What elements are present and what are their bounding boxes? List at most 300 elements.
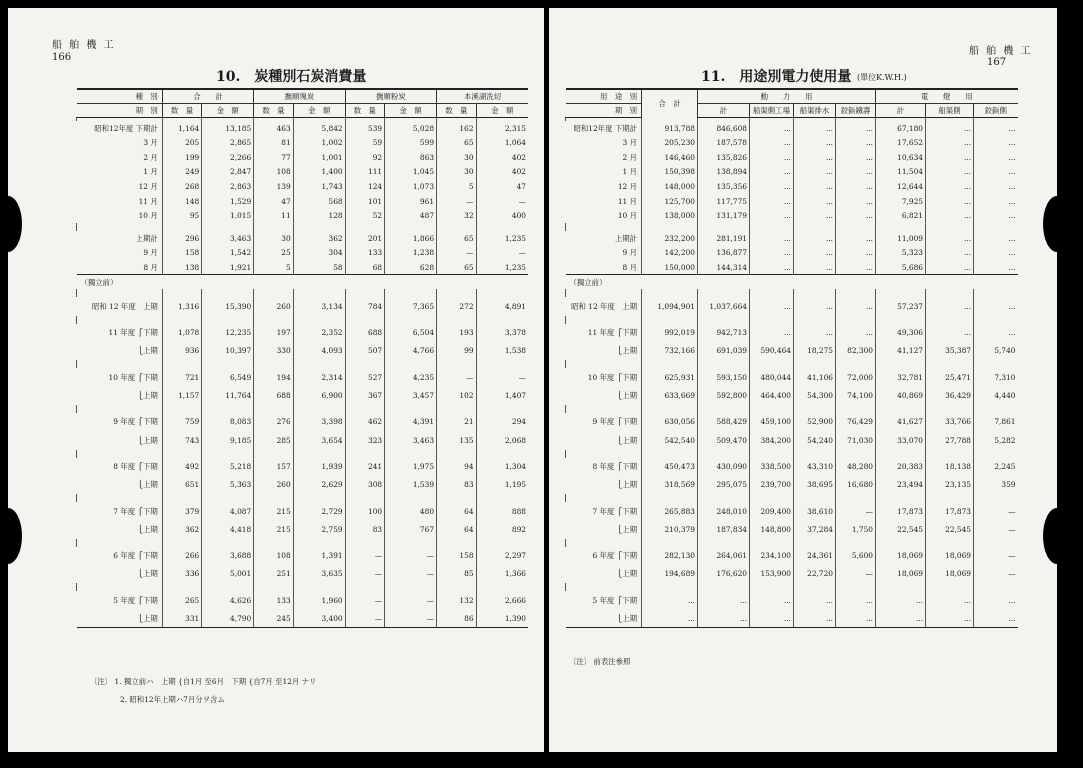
table-cell: 59 [345,136,385,151]
table-cell: 430,090 [698,458,750,476]
table-cell: 17,873 [876,502,926,520]
table-cell: ... [750,121,794,136]
table-cell: 1,001 [293,150,345,165]
header-period: 期 別 [566,104,642,118]
table-cell: 1,939 [293,458,345,476]
table-cell: 507 [345,342,385,360]
table-cell: 124 [345,179,385,194]
table-cell: 239,700 [750,476,794,494]
table-cell: 1,750 [836,520,876,538]
table-cell: — [836,502,876,520]
row-label: 10 年度 ⎧下期 [587,372,637,382]
table-row [566,368,1018,386]
table-cell: 150,000 [642,260,698,275]
table-cell: — [385,610,437,628]
table-row [77,179,529,194]
table-row [77,150,529,165]
table-cell: 30 [437,150,477,165]
header-period: 期 別 [77,104,163,118]
header-group-power: 動 力 用 [698,89,876,104]
table-cell: 331 [162,610,202,628]
table-cell: 64 [437,520,477,538]
row-label: 11 月 [617,196,637,206]
table-cell: 1,235 [476,260,528,275]
table-cell: ... [794,260,836,275]
table-cell: — [385,591,437,609]
table-cell: 3,654 [293,431,345,449]
table-cell: ... [876,591,926,609]
table-cell: 6,504 [385,324,437,342]
table-row [566,591,1018,609]
table-cell: 1,164 [162,121,202,136]
table-cell: 4,391 [385,413,437,431]
unit-label: (單位K.W.H.) [857,73,907,82]
row-label: ⎩上期 [137,391,158,401]
table-cell: 3,134 [293,297,345,315]
table-cell: 251 [254,565,294,583]
table-cell: ... [750,150,794,165]
table-cell: 846,608 [698,121,750,136]
table-cell: 11,764 [202,387,254,405]
table-cell: 2,865 [202,136,254,151]
table-cell: 138,000 [642,209,698,224]
header-group-honkeiko: 本溪湖洗切 [437,89,528,104]
row-label: 10 年度 ⎧下期 [108,372,158,382]
table-cell: 12,235 [202,324,254,342]
table-cell: 5,218 [202,458,254,476]
row-label: 11 月 [138,196,158,206]
table-cell: 459,100 [750,413,794,431]
table-cell: 487 [385,209,437,224]
table-cell: 1,078 [162,324,202,342]
table-cell: 2,315 [476,121,528,136]
table-cell: 1,529 [202,194,254,209]
table-cell: 7,365 [385,297,437,315]
table-row [566,502,1018,520]
running-head: 船 舶 機 工 [52,40,116,51]
table-title: 11. 用途別電力使用量 [701,69,852,85]
table-cell: 1,538 [476,342,528,360]
table-cell: 24,361 [794,547,836,565]
table-cell: 215 [254,502,294,520]
table-row [566,194,1018,209]
table-row [77,591,529,609]
table-cell: 43,310 [794,458,836,476]
table-cell: ... [794,324,836,342]
spacer-row [566,289,1018,297]
table-cell: ... [794,246,836,261]
table-cell: ... [974,136,1018,151]
table-cell: 33,070 [876,431,926,449]
table-cell: 144,314 [698,260,750,275]
table-cell: 463 [254,121,294,136]
table-cell: 11,009 [876,231,926,246]
row-label: 上期計 [614,233,637,243]
table-cell: 688 [254,387,294,405]
table-cell: 158 [162,246,202,261]
binding-notch [1043,508,1057,564]
table-cell: 330 [254,342,294,360]
table-cell: 101 [345,194,385,209]
table-cell: 266 [162,547,202,565]
table-cell: — [974,565,1018,583]
table-cell: — [476,368,528,386]
table-cell: 5,028 [385,121,437,136]
table-cell: 1,366 [476,565,528,583]
table-cell: ... [750,194,794,209]
table-row [77,136,529,151]
table-cell: — [974,547,1018,565]
table-cell: 83 [437,476,477,494]
row-label: ⎩上期 [137,435,158,445]
row-label: 6 年度 ⎧下期 [592,551,637,561]
table-cell: 16,680 [836,476,876,494]
table-row [566,297,1018,315]
spacer-row [566,450,1018,458]
row-label: 10 月 [138,211,158,221]
table-cell: — [345,610,385,628]
header-amount: 金 額 [476,104,528,118]
table-cell: 1,073 [385,179,437,194]
table-cell: 1,037,664 [698,297,750,315]
header-power-subtotal: 計 [698,104,750,118]
row-label: 9 年度 ⎧下期 [592,417,637,427]
table-cell: 362 [293,231,345,246]
table-cell: 5,001 [202,565,254,583]
table-cell: ... [926,209,974,224]
row-label: ⎩上期 [616,524,637,534]
table-cell: 2,863 [202,179,254,194]
table-cell: 5,842 [293,121,345,136]
table-cell: 22,720 [794,565,836,583]
table-cell: 338,500 [750,458,794,476]
section-row [566,275,1018,290]
table-cell: 11,504 [876,165,926,180]
table-cell: — [437,246,477,261]
table-row [566,520,1018,538]
table-cell: ... [836,179,876,194]
table-cell: ... [794,194,836,209]
table-cell: 10,397 [202,342,254,360]
table-cell: 58 [293,260,345,275]
table-row [77,342,529,360]
table-cell: 135,826 [698,150,750,165]
table-cell: ... [926,297,974,315]
table-cell: 83 [345,520,385,538]
table-cell: ... [836,209,876,224]
table-cell: 308 [345,476,385,494]
header-amount: 金 額 [202,104,254,118]
table-cell: 18,069 [876,547,926,565]
header-dock-drainage: 船渠排水 [794,104,836,118]
table-cell: ... [794,231,836,246]
table-cell: ... [698,591,750,609]
row-label: ⎩上期 [137,569,158,579]
binding-notch [8,508,22,564]
table-cell: 464,400 [750,387,794,405]
table-row [77,520,529,538]
table-cell: — [385,547,437,565]
table-cell: 142,200 [642,246,698,261]
row-label: 昭和12年度 下期計 [94,123,158,133]
row-label: 1 月 [622,167,637,177]
table-cell: 71,030 [836,431,876,449]
table-cell: — [974,502,1018,520]
table-cell: 1,743 [293,179,345,194]
table-cell: 1,407 [476,387,528,405]
table-cell: 248,010 [698,502,750,520]
row-label: ⎩上期 [77,610,163,628]
table-cell: 276 [254,413,294,431]
binding-notch [8,196,22,252]
table-cell: 201 [345,231,385,246]
table-cell: ... [974,591,1018,609]
table-cell: 245 [254,610,294,628]
table-row [566,431,1018,449]
table-cell: ... [836,231,876,246]
table-cell: 323 [345,431,385,449]
table-cell: 30 [437,165,477,180]
row-label: 6 年度 ⎧下期 [113,551,158,561]
table-cell: 1,542 [202,246,254,261]
header-rivet-side: 鉸鋲側 [974,104,1018,118]
table-cell: 65 [437,231,477,246]
table-cell: 65 [437,260,477,275]
table-cell: 961 [385,194,437,209]
row-label: 8 年度 ⎧下期 [592,461,637,471]
table-cell: ... [974,610,1018,628]
table-cell: 5 [254,260,294,275]
header-total: 合 計 [642,89,698,118]
table-cell: 17,873 [926,502,974,520]
table-cell: 3,398 [293,413,345,431]
table-cell: ... [926,179,974,194]
row-label: 7 年度 ⎧下期 [113,506,158,516]
table-row [77,476,529,494]
table-row [566,150,1018,165]
table-cell: 3,463 [202,231,254,246]
coal-consumption-table [76,88,528,628]
table-cell: 49,306 [876,324,926,342]
table-cell: 633,669 [642,387,698,405]
table-cell: 888 [476,502,528,520]
page-number: 166 [52,52,72,63]
header-rivet-iron: 鉸鋲鐵壽 [836,104,876,118]
table-row [77,165,529,180]
table-cell: ... [974,165,1018,180]
table-cell: 32 [437,209,477,224]
table-row [566,260,1018,275]
table-cell: ... [974,297,1018,315]
table-cell: 265 [162,591,202,609]
row-label: 8 月 [143,262,158,272]
table-row [566,136,1018,151]
table-cell: ... [974,209,1018,224]
table-cell: 35,387 [926,342,974,360]
table-cell: 863 [385,150,437,165]
table-cell: 20,383 [876,458,926,476]
row-label: 8 月 [622,262,637,272]
table-cell: 1,238 [385,246,437,261]
table-row [77,231,529,246]
table-cell: 462 [345,413,385,431]
header-quantity: 数 量 [162,104,202,118]
table-cell: 23,135 [926,476,974,494]
table-row [77,209,529,224]
table-cell: ... [794,121,836,136]
table-cell: 4,790 [202,610,254,628]
table-cell: 138 [162,260,202,275]
table-cell: 82,300 [836,342,876,360]
table-cell: 3,378 [476,324,528,342]
table-cell: 1,195 [476,476,528,494]
table-cell: 95 [162,209,202,224]
table-row [77,368,529,386]
table-cell: ... [836,150,876,165]
table-cell: 92 [345,150,385,165]
table-cell: — [974,520,1018,538]
row-label: 2 月 [143,152,158,162]
table-cell: 68 [345,260,385,275]
table-cell: 2,245 [974,458,1018,476]
table-cell: ... [926,136,974,151]
table-cell: ... [926,194,974,209]
row-label: ⎩上期 [616,346,637,356]
table-cell: 128 [293,209,345,224]
table-cell: ... [642,591,698,609]
table-cell: 2,629 [293,476,345,494]
table-row [566,413,1018,431]
row-label: 5 年度 ⎧下期 [113,595,158,605]
table-cell: ... [698,610,750,628]
table-cell: ... [926,260,974,275]
table-cell: 148 [162,194,202,209]
row-label: ⎩上期 [137,480,158,490]
table-cell: 3,635 [293,565,345,583]
table-cell: ... [750,231,794,246]
table-cell: ... [836,194,876,209]
row-label: 12 月 [138,181,158,191]
table-cell: 1,064 [476,136,528,151]
table-cell: 158 [437,547,477,565]
table-cell: 294 [476,413,528,431]
row-label: ⎩上期 [616,391,637,401]
table-row [566,231,1018,246]
table-cell: ... [750,165,794,180]
table-cell: 318,569 [642,476,698,494]
row-label: ⎩上期 [616,435,637,445]
table-cell: 48,280 [836,458,876,476]
table-cell: 384,200 [750,431,794,449]
table-cell: 54,300 [794,387,836,405]
table-cell: 102 [437,387,477,405]
spacer-row [566,360,1018,368]
table-cell: ... [794,150,836,165]
table-cell: 1,015 [202,209,254,224]
table-cell: 36,429 [926,387,974,405]
table-cell: — [476,246,528,261]
table-cell: 3,457 [385,387,437,405]
table-cell: 1,304 [476,458,528,476]
table-cell: 41,127 [876,342,926,360]
table-cell: 593,150 [698,368,750,386]
table-row [566,387,1018,405]
table-cell: — [345,547,385,565]
table-cell: — [345,565,385,583]
table-row [77,547,529,565]
table-cell: 37,284 [794,520,836,538]
table-cell: 592,800 [698,387,750,405]
table-cell: 5,363 [202,476,254,494]
table-cell: 52,900 [794,413,836,431]
section-label: （獨立前） [566,275,1018,290]
table-row [77,387,529,405]
table-cell: 27,788 [926,431,974,449]
header-quantity: 数 量 [254,104,294,118]
table-cell: 295,075 [698,476,750,494]
table-cell: 125,700 [642,194,698,209]
spacer-row [77,289,529,297]
table-cell: 148,000 [642,179,698,194]
table-cell: ... [974,231,1018,246]
table-cell: 492 [162,458,202,476]
table-cell: 52 [345,209,385,224]
table-cell: ... [794,165,836,180]
table-cell: 47 [476,179,528,194]
table-cell: 18,069 [876,565,926,583]
table-cell: ... [876,610,926,628]
table-cell: 5 [437,179,477,194]
row-label: 昭和12年度 下期計 [573,123,637,133]
table-cell: 402 [476,165,528,180]
table-cell: ... [794,136,836,151]
header-amount: 金 額 [293,104,345,118]
row-label: 5 年度 ⎧下期 [592,595,637,605]
table-row [77,502,529,520]
table-cell: 187,834 [698,520,750,538]
table-cell: ... [794,179,836,194]
table-cell: 6,821 [876,209,926,224]
table-cell: 1,975 [385,458,437,476]
table-row [566,342,1018,360]
table-row [566,246,1018,261]
table-cell: 1,094,901 [642,297,698,315]
table-cell: 628 [385,260,437,275]
table-cell: 22,545 [926,520,974,538]
table-row [77,458,529,476]
row-label: 3 月 [622,138,637,148]
table-cell: 992,019 [642,324,698,342]
table-cell: 362 [162,520,202,538]
table-cell: 3,463 [385,431,437,449]
table-cell: 193 [437,324,477,342]
table-cell: 41,106 [794,368,836,386]
table-cell: ... [794,610,836,628]
table-cell: 625,931 [642,368,698,386]
spacer-row [77,405,529,413]
row-label: 9 年度 ⎧下期 [113,417,158,427]
header-lighting-subtotal: 計 [876,104,926,118]
table-cell: 4,626 [202,591,254,609]
header-usage: 用 途 別 [566,89,642,104]
table-cell: ... [974,260,1018,275]
header-quantity: 数 量 [345,104,385,118]
table-cell: 1,391 [293,547,345,565]
table-cell: 7,861 [974,413,1018,431]
table-cell: ... [926,165,974,180]
table-cell: 913,788 [642,121,698,136]
table-cell: — [437,194,477,209]
